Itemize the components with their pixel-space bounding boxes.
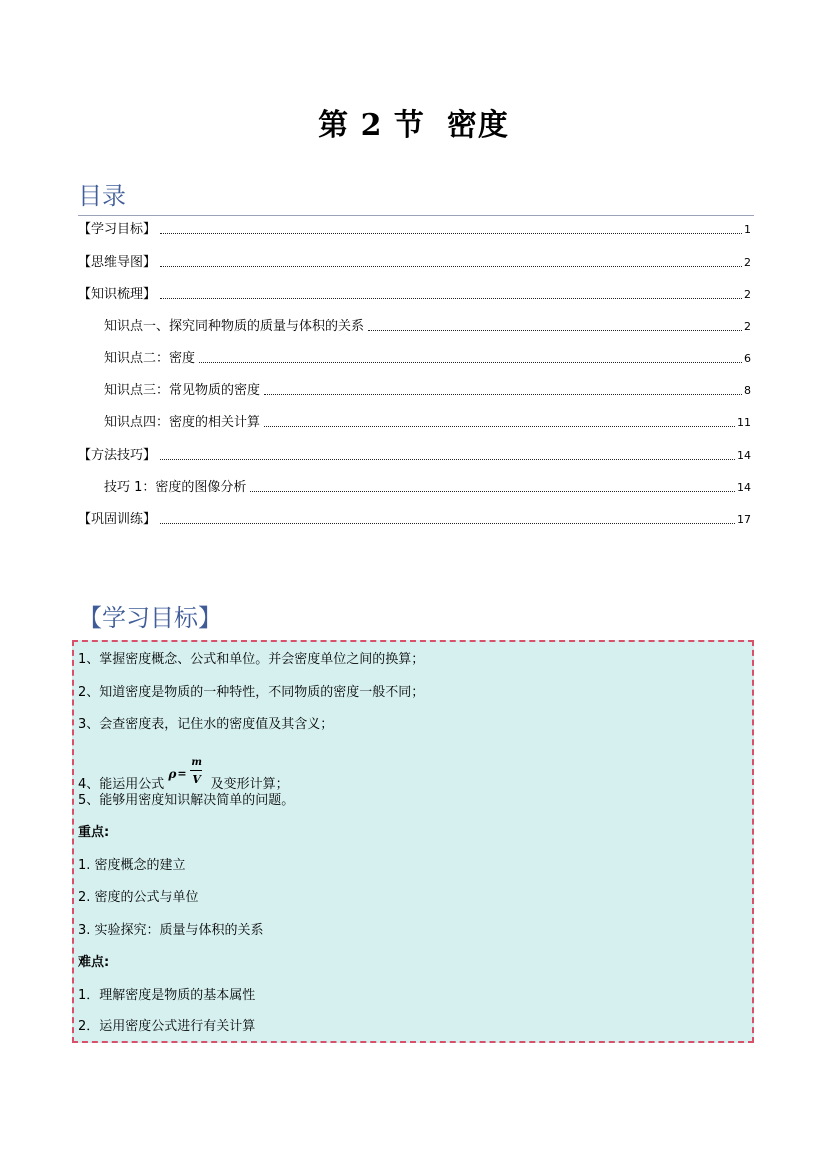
toc-item-label: 【知识梳理】	[78, 287, 157, 302]
toc-item-label: 知识点四：密度的相关计算	[104, 415, 261, 430]
toc-item-technique-1[interactable]	[104, 476, 751, 496]
learning-goals-box	[72, 640, 754, 1043]
toc-item-point-2[interactable]	[104, 347, 751, 367]
toc-leader	[250, 491, 735, 492]
learning-goals-heading: 【学习目标】	[78, 604, 222, 632]
toc-page-number: 11	[737, 416, 751, 429]
toc-page-number: 2	[744, 288, 751, 301]
toc-item-point-1[interactable]	[104, 315, 751, 335]
toc-item-label: 知识点三：常见物质的密度	[104, 383, 261, 398]
toc-leader	[160, 298, 742, 299]
toc-item-methods[interactable]	[78, 444, 751, 464]
toc-leader	[160, 233, 742, 234]
toc-item-point-4[interactable]	[104, 411, 751, 431]
page-title	[0, 100, 827, 144]
title-prefix: 第	[318, 108, 350, 143]
toc-leader	[368, 330, 742, 331]
key-point: 1. 密度概念的建立	[78, 858, 186, 873]
toc-page-number: 8	[744, 384, 751, 397]
toc-item-label: 知识点一、探究同种物质的质量与体积的关系	[104, 319, 365, 334]
difficult-point: 2．运用密度公式进行有关计算	[78, 1019, 256, 1034]
key-point: 3. 实验探究：质量与体积的关系	[78, 923, 264, 938]
toc-divider	[78, 215, 754, 216]
goal-item: 3、会查密度表，记住水的密度值及其含义；	[78, 717, 334, 732]
formula-rho: ρ	[168, 767, 177, 781]
difficult-points-label: 难点:	[78, 955, 110, 970]
toc-item-label: 【方法技巧】	[78, 448, 157, 463]
toc-item-label: 知识点二：密度	[104, 351, 196, 366]
goal-item: 2、知道密度是物质的一种特性，不同物质的密度一般不同；	[78, 685, 425, 700]
toc-leader	[160, 523, 735, 524]
toc-page-number: 6	[744, 352, 751, 365]
density-formula	[168, 757, 206, 790]
key-points-label: 重点:	[78, 825, 110, 840]
toc-page-number: 14	[737, 481, 751, 494]
toc-leader	[264, 394, 742, 395]
toc-page-number: 17	[737, 513, 751, 526]
toc-item-practice[interactable]	[78, 508, 751, 528]
formula-fraction-bar	[190, 770, 202, 771]
title-topic: 密度	[446, 108, 509, 143]
toc-item-label: 技巧 1：密度的图像分析	[104, 480, 247, 495]
goal-item-formula	[78, 757, 289, 793]
goal-item-suffix: 及变形计算；	[210, 777, 289, 792]
goal-item-prefix: 4、能运用公式	[78, 777, 165, 792]
toc-page-number: 1	[744, 223, 751, 236]
formula-numerator: m	[191, 757, 203, 768]
title-number: 2	[360, 108, 383, 143]
toc-leader	[264, 426, 735, 427]
toc-page-number: 2	[744, 320, 751, 333]
toc-item-learning-goals[interactable]	[78, 218, 751, 238]
toc-page-number: 2	[744, 256, 751, 269]
toc-page-number: 14	[737, 449, 751, 462]
toc-item-label: 【思维导图】	[78, 255, 157, 270]
toc-item-knowledge[interactable]	[78, 283, 751, 303]
toc-heading: 目录	[78, 182, 126, 210]
formula-denominator: V	[192, 773, 201, 786]
key-point: 2. 密度的公式与单位	[78, 890, 199, 905]
formula-equals: =	[177, 767, 187, 780]
goal-item: 5、能够用密度知识解决简单的问题。	[78, 793, 295, 808]
toc-leader	[160, 459, 735, 460]
difficult-point: 1．理解密度是物质的基本属性	[78, 988, 256, 1003]
toc-leader	[199, 362, 742, 363]
toc-item-label: 【巩固训练】	[78, 512, 157, 527]
toc-leader	[160, 266, 742, 267]
goal-item: 1、掌握密度概念、公式和单位。并会密度单位之间的换算；	[78, 652, 425, 667]
toc-item-point-3[interactable]	[104, 379, 751, 399]
toc-item-label: 【学习目标】	[78, 222, 157, 237]
toc-item-mind-map[interactable]	[78, 251, 751, 271]
title-section: 节	[393, 108, 425, 143]
